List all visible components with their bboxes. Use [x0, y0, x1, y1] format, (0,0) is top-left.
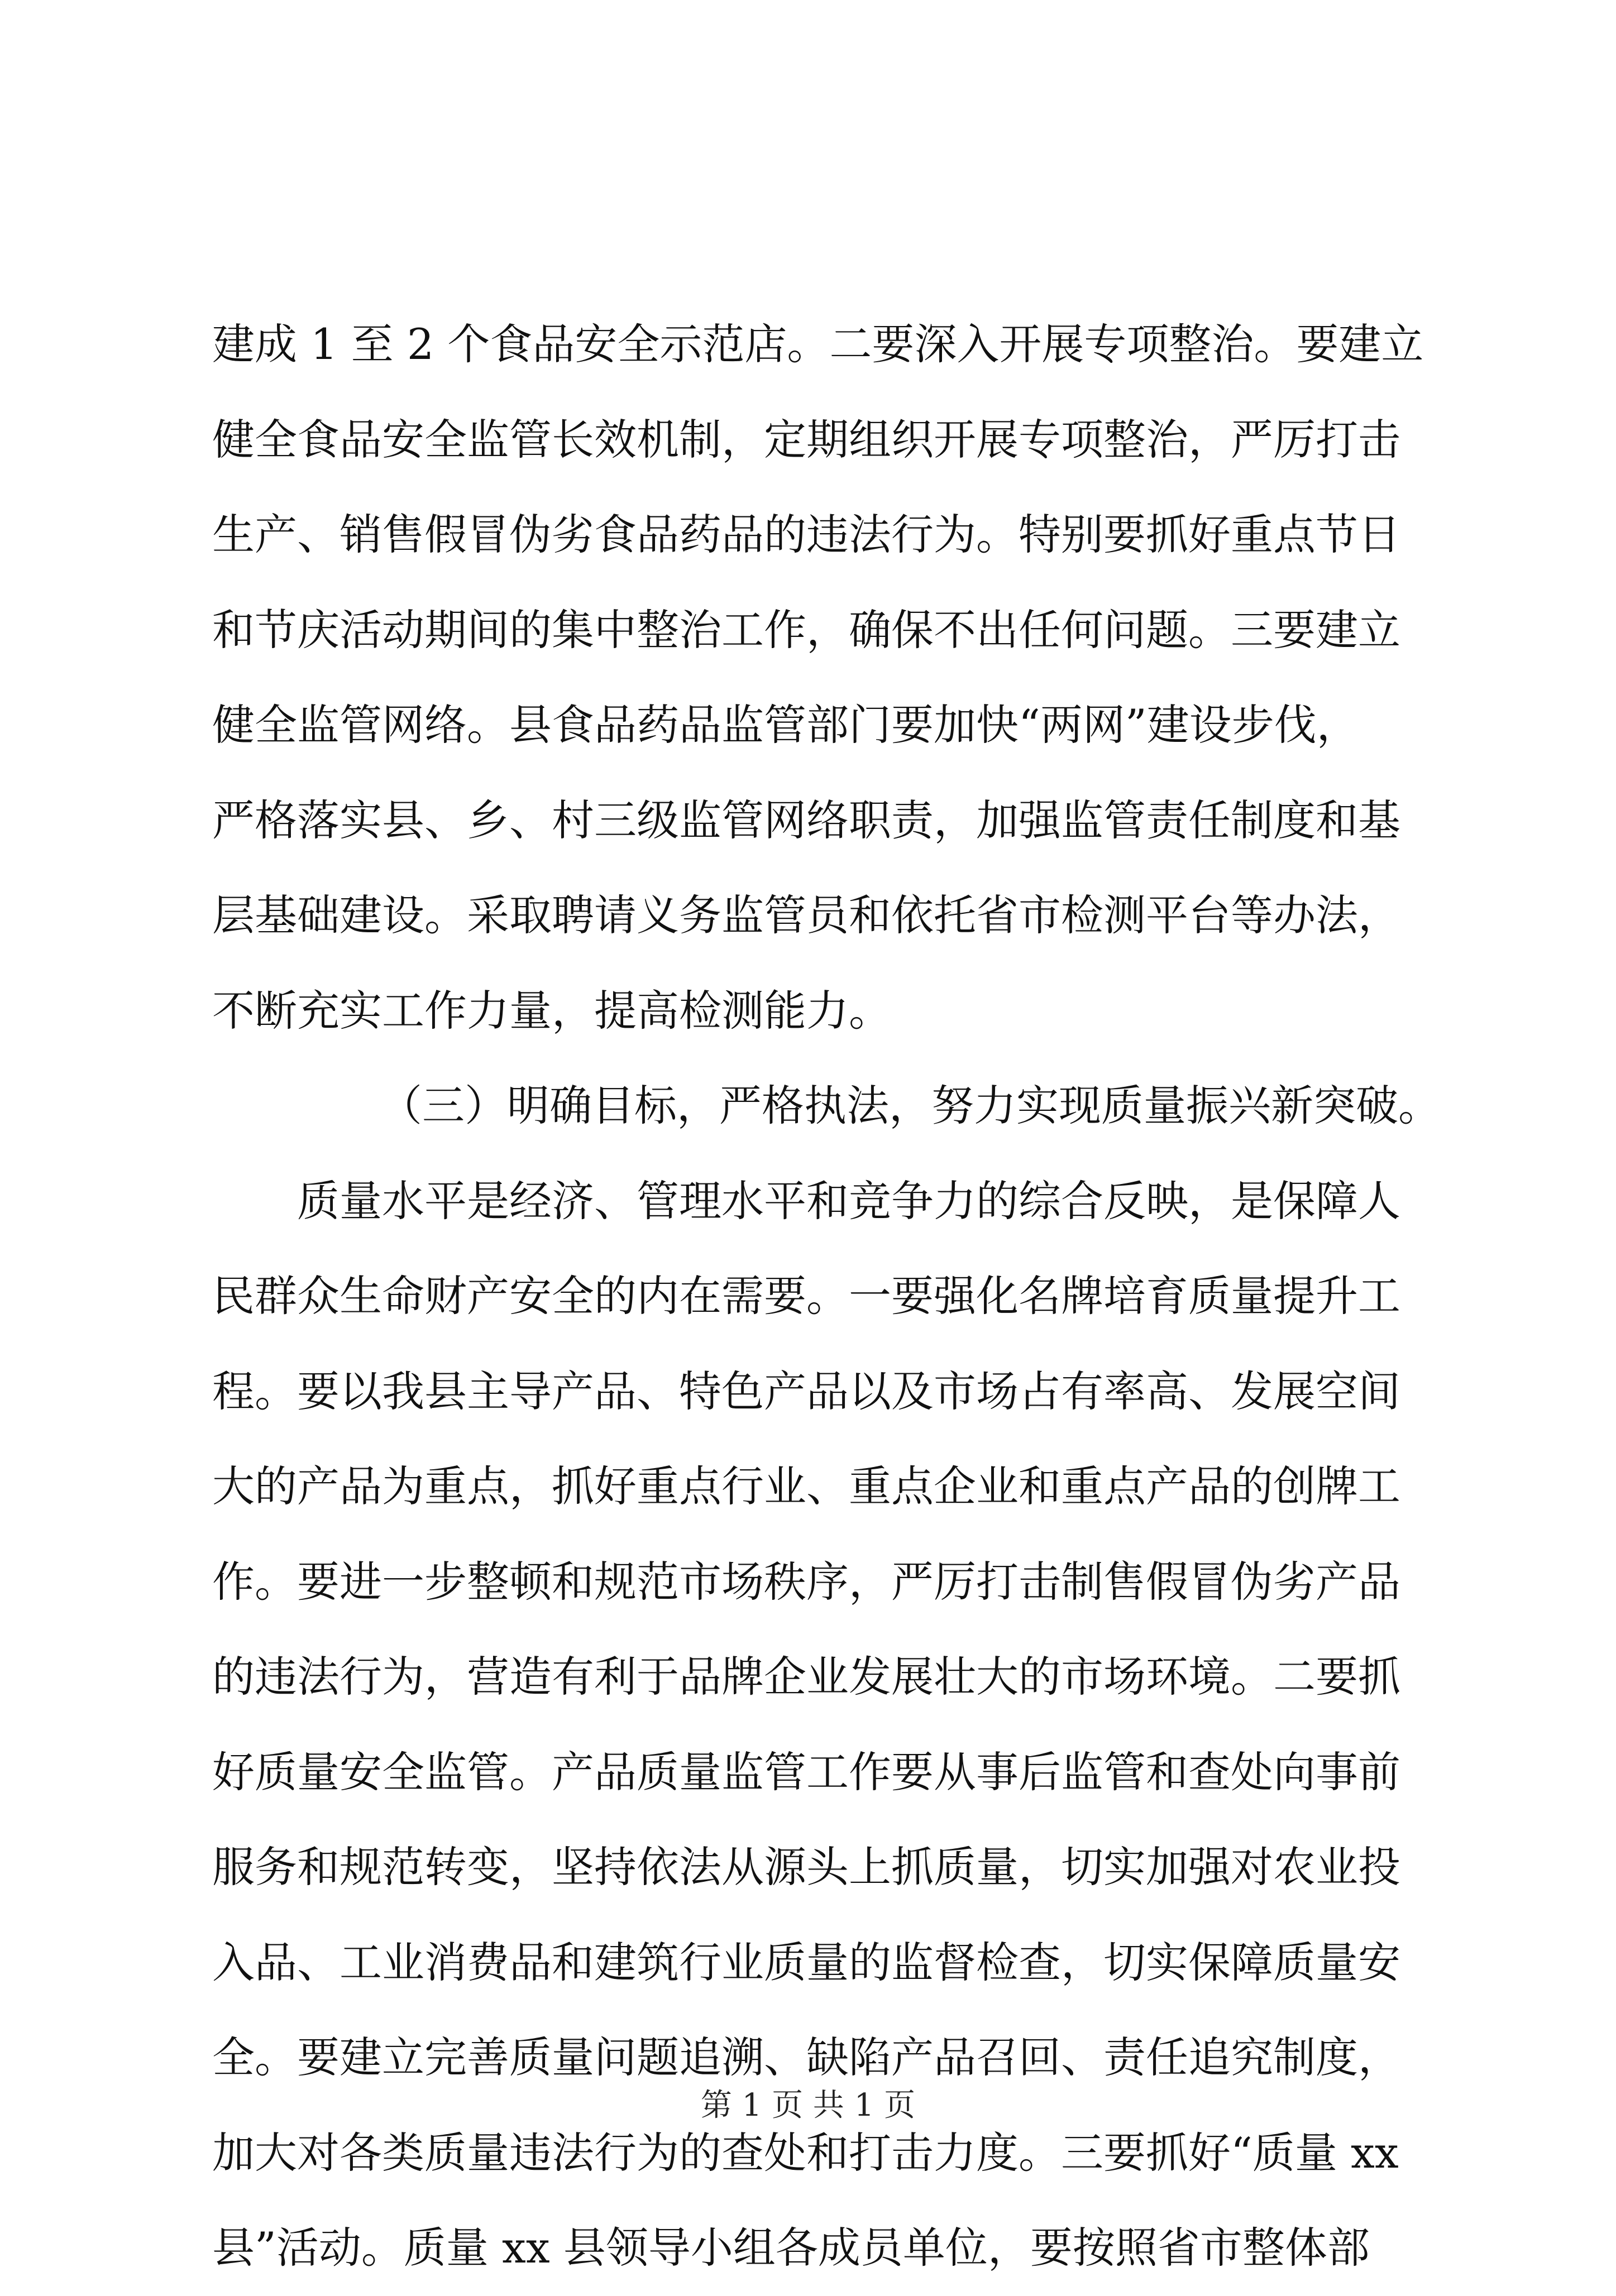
paragraph-first-line: 质量水平是经济、管理水平和竞争力的综合反映，是保障人 — [297, 1176, 1400, 1226]
text-line: 好质量安全监管。产品质量监管工作要从事后监管和查处向事前 — [212, 1747, 1400, 1797]
text-line: 大的产品为重点，抓好重点行业、重点企业和重点产品的创牌工 — [212, 1461, 1400, 1511]
text-line: 严格落实县、乡、村三级监管网络职责，加强监管责任制度和基 — [212, 795, 1400, 845]
text-line: 生产、销售假冒伪劣食品药品的违法行为。特别要抓好重点节日 — [212, 510, 1400, 559]
text-line: 健全食品安全监管长效机制，定期组织开展专项整治，严厉打击 — [212, 414, 1400, 464]
section-heading: （三）明确目标，严格执法，努力实现质量振兴新突破。 — [380, 1081, 1441, 1130]
text-line: 作。要进一步整顿和规范市场秩序，严厉打击制售假冒伪劣产品 — [212, 1556, 1400, 1607]
page-footer: 第 1 页 共 1 页 — [700, 2087, 916, 2124]
text-line: 县”活动。质量 xx 县领导小组各成员单位，要按照省市整体部 — [212, 2223, 1370, 2273]
text-line: 民群众生命财产安全的内在需要。一要强化名牌培育质量提升工 — [212, 1271, 1400, 1321]
text-line: 加大对各类质量违法行为的查处和打击力度。三要抓好“质量 xx — [212, 2127, 1399, 2178]
text-line: 建成 1 至 2 个食品安全示范店。二要深入开展专项整治。要建立 — [212, 319, 1424, 369]
text-line: 全。要建立完善质量问题追溯、缺陷产品召回、责任追究制度， — [212, 2033, 1400, 2082]
text-line: 健全监管网络。县食品药品监管部门要加快“两网”建设步伐， — [212, 700, 1359, 750]
text-line: 的违法行为，营造有利于品牌企业发展壮大的市场环境。二要抓 — [212, 1652, 1400, 1701]
document-body — [212, 297, 1441, 2296]
text-line: 和节庆活动期间的集中整治工作，确保不出任何问题。三要建立 — [212, 605, 1400, 655]
text-line: 入品、工业消费品和建筑行业质量的监督检查，切实保障质量安 — [212, 1937, 1400, 1987]
text-line: 服务和规范转变，坚持依法从源头上抓质量，切实加强对农业投 — [212, 1842, 1400, 1892]
text-line: 程。要以我县主导产品、特色产品以及市场占有率高、发展空间 — [212, 1366, 1400, 1416]
text-line: 层基础建设。采取聘请义务监管员和依托省市检测平台等办法， — [212, 890, 1400, 940]
text-line: 不断充实工作力量，提高检测能力。 — [212, 985, 891, 1036]
